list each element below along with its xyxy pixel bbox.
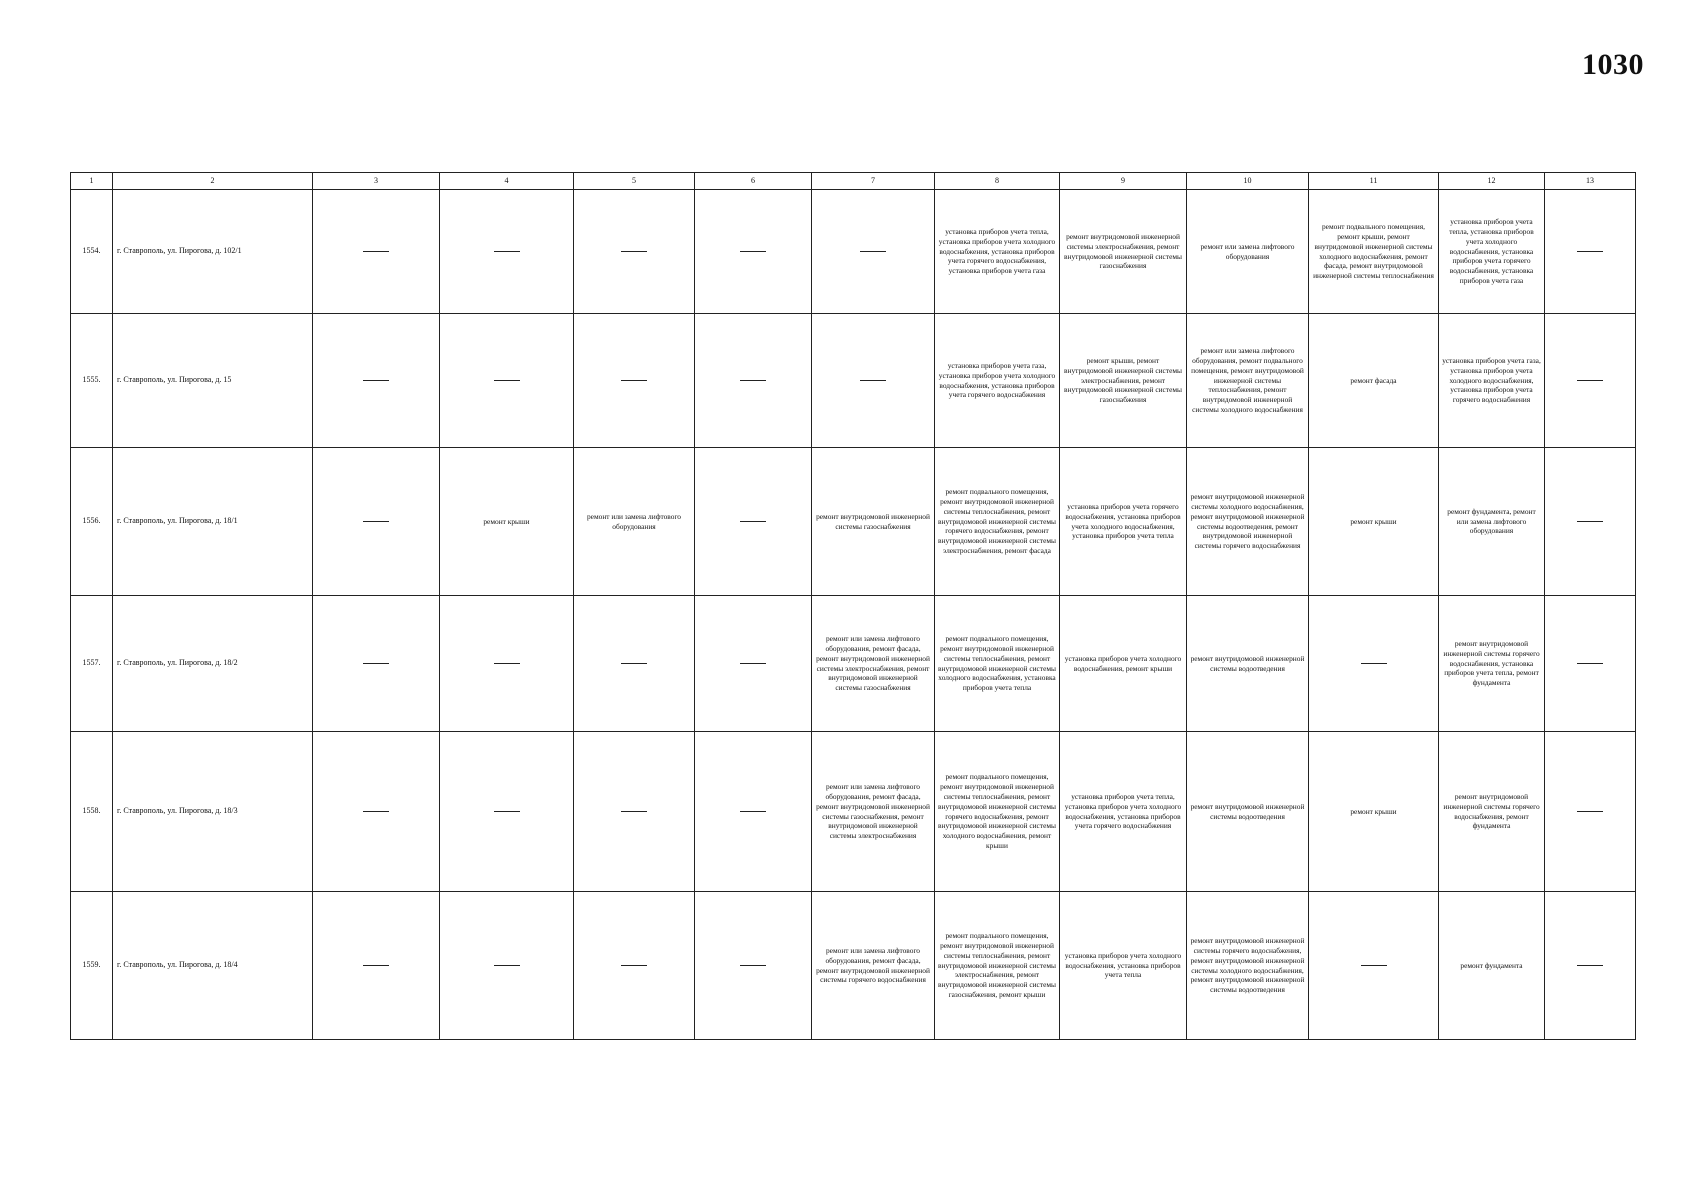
address-cell: г. Ставрополь, ул. Пирогова, д. 18/3 xyxy=(113,732,313,892)
empty-cell xyxy=(1545,596,1636,732)
empty-cell xyxy=(313,314,440,448)
empty-cell xyxy=(1545,892,1636,1040)
work-cell: ремонт внутридомовой инженерной системы горячего водоснабжения, ремонт внутридомовой инженерной системы холодного водоснабжения, ремонт внутридомовой инженерной системы водоотведения xyxy=(1187,892,1309,1040)
empty-cell xyxy=(1309,596,1439,732)
dash-mark xyxy=(494,811,520,812)
empty-cell xyxy=(313,732,440,892)
row-number: 1554. xyxy=(71,190,113,314)
dash-mark xyxy=(494,380,520,381)
work-cell: ремонт подвального помещения, ремонт внутридомовой инженерной системы теплоснабжения, ремонт внутридомовой инженерной системы горячего водоснабжения, ремонт внутридомовой инженерной системы холодного водоснабжения, ремонт крыши xyxy=(935,732,1060,892)
work-cell: ремонт внутридомовой инженерной системы электроснабжения, ремонт внутридомовой инженерной системы газоснабжения xyxy=(1060,190,1187,314)
dash-mark xyxy=(1361,965,1387,966)
dash-mark xyxy=(494,965,520,966)
column-header: 12 xyxy=(1439,173,1545,190)
work-cell: ремонт внутридомовой инженерной системы газоснабжения xyxy=(812,448,935,596)
empty-cell xyxy=(1545,448,1636,596)
dash-mark xyxy=(1577,811,1603,812)
column-header: 13 xyxy=(1545,173,1636,190)
empty-cell xyxy=(574,314,695,448)
column-header: 10 xyxy=(1187,173,1309,190)
row-number: 1559. xyxy=(71,892,113,1040)
work-cell: установка приборов учета газа, установка приборов учета холодного водоснабжения, установка приборов учета горячего водоснабжения xyxy=(1439,314,1545,448)
column-header: 7 xyxy=(812,173,935,190)
empty-cell xyxy=(1545,732,1636,892)
dash-mark xyxy=(1577,521,1603,522)
empty-cell xyxy=(695,596,812,732)
column-header: 8 xyxy=(935,173,1060,190)
work-cell: установка приборов учета холодного водоснабжения, установка приборов учета тепла xyxy=(1060,892,1187,1040)
dash-mark xyxy=(1361,663,1387,664)
empty-cell xyxy=(574,190,695,314)
empty-cell xyxy=(574,596,695,732)
dash-mark xyxy=(860,251,886,252)
dash-mark xyxy=(494,663,520,664)
column-header-row xyxy=(71,173,1636,190)
table-row xyxy=(71,190,1636,314)
empty-cell xyxy=(695,448,812,596)
column-header: 5 xyxy=(574,173,695,190)
address-cell: г. Ставрополь, ул. Пирогова, д. 18/4 xyxy=(113,892,313,1040)
work-cell: ремонт подвального помещения, ремонт крыши, ремонт внутридомовой инженерной системы холодного водоснабжения, ремонт фасада, ремонт внутридомовой инженерной системы теплоснабжения xyxy=(1309,190,1439,314)
address-cell: г. Ставрополь, ул. Пирогова, д. 15 xyxy=(113,314,313,448)
dash-mark xyxy=(621,380,647,381)
work-cell: установка приборов учета газа, установка приборов учета холодного водоснабжения, установка приборов учета горячего водоснабжения xyxy=(935,314,1060,448)
work-cell: ремонт внутридомовой инженерной системы горячего водоснабжения, установка приборов учета тепла, ремонт фундамента xyxy=(1439,596,1545,732)
work-cell: ремонт или замена лифтового оборудования, ремонт фасада, ремонт внутридомовой инженерной системы газоснабжения, ремонт внутридомовой инженерной системы электроснабжения xyxy=(812,732,935,892)
dash-mark xyxy=(621,965,647,966)
column-header: 9 xyxy=(1060,173,1187,190)
dash-mark xyxy=(740,251,766,252)
address-cell: г. Ставрополь, ул. Пирогова, д. 102/1 xyxy=(113,190,313,314)
work-cell: ремонт или замена лифтового оборудования xyxy=(574,448,695,596)
dash-mark xyxy=(363,965,389,966)
dash-mark xyxy=(1577,965,1603,966)
dash-mark xyxy=(740,811,766,812)
work-cell: ремонт крыши xyxy=(440,448,574,596)
table-row xyxy=(71,596,1636,732)
dash-mark xyxy=(1577,380,1603,381)
column-header: 1 xyxy=(71,173,113,190)
empty-cell xyxy=(695,190,812,314)
dash-mark xyxy=(1577,663,1603,664)
work-cell: ремонт фасада xyxy=(1309,314,1439,448)
work-cell: установка приборов учета горячего водоснабжения, установка приборов учета холодного водоснабжения, установка приборов учета тепла xyxy=(1060,448,1187,596)
empty-cell xyxy=(695,314,812,448)
empty-cell xyxy=(440,892,574,1040)
empty-cell xyxy=(812,314,935,448)
empty-cell xyxy=(440,314,574,448)
work-cell: ремонт или замена лифтового оборудования xyxy=(1187,190,1309,314)
work-cell: ремонт подвального помещения, ремонт внутридомовой инженерной системы теплоснабжения, ремонт внутридомовой инженерной системы горячего водоснабжения, ремонт внутридомовой инженерной системы электроснабжения, ремонт фасада xyxy=(935,448,1060,596)
table-row xyxy=(71,448,1636,596)
dash-mark xyxy=(740,521,766,522)
column-header: 4 xyxy=(440,173,574,190)
empty-cell xyxy=(695,732,812,892)
repair-schedule-table xyxy=(70,172,1636,1040)
row-number: 1557. xyxy=(71,596,113,732)
work-cell: ремонт внутридомовой инженерной системы горячего водоснабжения, ремонт фундамента xyxy=(1439,732,1545,892)
work-cell: ремонт крыши xyxy=(1309,732,1439,892)
column-header: 2 xyxy=(113,173,313,190)
table-row xyxy=(71,892,1636,1040)
empty-cell xyxy=(313,448,440,596)
work-cell: ремонт внутридомовой инженерной системы водоотведения xyxy=(1187,732,1309,892)
dash-mark xyxy=(494,251,520,252)
empty-cell xyxy=(695,892,812,1040)
work-cell: ремонт или замена лифтового оборудования, ремонт подвального помещения, ремонт внутридомовой инженерной системы теплоснабжения, ремонт внутридомовой инженерной системы холодного водоснабжения xyxy=(1187,314,1309,448)
empty-cell xyxy=(313,190,440,314)
work-cell: ремонт фундамента xyxy=(1439,892,1545,1040)
work-cell: ремонт внутридомовой инженерной системы водоотведения xyxy=(1187,596,1309,732)
column-header: 3 xyxy=(313,173,440,190)
empty-cell xyxy=(313,596,440,732)
work-cell: установка приборов учета тепла, установка приборов учета холодного водоснабжения, установка приборов учета горячего водоснабжения xyxy=(1060,732,1187,892)
empty-cell xyxy=(440,190,574,314)
empty-cell xyxy=(574,732,695,892)
dash-mark xyxy=(363,380,389,381)
work-cell: установка приборов учета холодного водоснабжения, ремонт крыши xyxy=(1060,596,1187,732)
dash-mark xyxy=(363,663,389,664)
work-cell: ремонт фундамента, ремонт или замена лифтового оборудования xyxy=(1439,448,1545,596)
work-cell: ремонт или замена лифтового оборудования, ремонт фасада, ремонт внутридомовой инженерной системы электроснабжения, ремонт внутридомовой инженерной системы газоснабжения xyxy=(812,596,935,732)
work-cell: ремонт подвального помещения, ремонт внутридомовой инженерной системы теплоснабжения, ремонт внутридомовой инженерной системы электроснабжения, ремонт внутридомовой инженерной системы газоснабжения, ремонт крыши xyxy=(935,892,1060,1040)
work-cell: ремонт подвального помещения, ремонт внутридомовой инженерной системы теплоснабжения, ремонт внутридомовой инженерной системы холодного водоснабжения, установка приборов учета тепла xyxy=(935,596,1060,732)
work-cell: установка приборов учета тепла, установка приборов учета холодного водоснабжения, установка приборов учета горячего водоснабжения, установка приборов учета газа xyxy=(935,190,1060,314)
row-number: 1555. xyxy=(71,314,113,448)
work-cell: ремонт крыши, ремонт внутридомовой инженерной системы электроснабжения, ремонт внутридомовой инженерной системы газоснабжения xyxy=(1060,314,1187,448)
dash-mark xyxy=(363,251,389,252)
dash-mark xyxy=(621,811,647,812)
empty-cell xyxy=(812,190,935,314)
dash-mark xyxy=(740,663,766,664)
dash-mark xyxy=(1577,251,1603,252)
dash-mark xyxy=(621,663,647,664)
row-number: 1558. xyxy=(71,732,113,892)
empty-cell xyxy=(574,892,695,1040)
work-cell: ремонт внутридомовой инженерной системы холодного водоснабжения, ремонт внутридомовой инженерной системы водоотведения, ремонт внутридомовой инженерной системы горячего водоснабжения xyxy=(1187,448,1309,596)
table-row xyxy=(71,732,1636,892)
dash-mark xyxy=(860,380,886,381)
work-cell: ремонт крыши xyxy=(1309,448,1439,596)
table-row xyxy=(71,314,1636,448)
row-number: 1556. xyxy=(71,448,113,596)
address-cell: г. Ставрополь, ул. Пирогова, д. 18/2 xyxy=(113,596,313,732)
page-number: 1030 xyxy=(1582,48,1644,81)
column-header: 11 xyxy=(1309,173,1439,190)
address-cell: г. Ставрополь, ул. Пирогова, д. 18/1 xyxy=(113,448,313,596)
work-cell: ремонт или замена лифтового оборудования, ремонт фасада, ремонт внутридомовой инженерной системы горячего водоснабжения xyxy=(812,892,935,1040)
dash-mark xyxy=(621,251,647,252)
empty-cell xyxy=(1545,314,1636,448)
dash-mark xyxy=(740,965,766,966)
dash-mark xyxy=(363,521,389,522)
work-cell: установка приборов учета тепла, установка приборов учета холодного водоснабжения, установка приборов учета горячего водоснабжения, установка приборов учета газа xyxy=(1439,190,1545,314)
dash-mark xyxy=(740,380,766,381)
empty-cell xyxy=(1309,892,1439,1040)
empty-cell xyxy=(1545,190,1636,314)
column-header: 6 xyxy=(695,173,812,190)
empty-cell xyxy=(440,732,574,892)
dash-mark xyxy=(363,811,389,812)
empty-cell xyxy=(313,892,440,1040)
table-body xyxy=(71,190,1636,1040)
empty-cell xyxy=(440,596,574,732)
